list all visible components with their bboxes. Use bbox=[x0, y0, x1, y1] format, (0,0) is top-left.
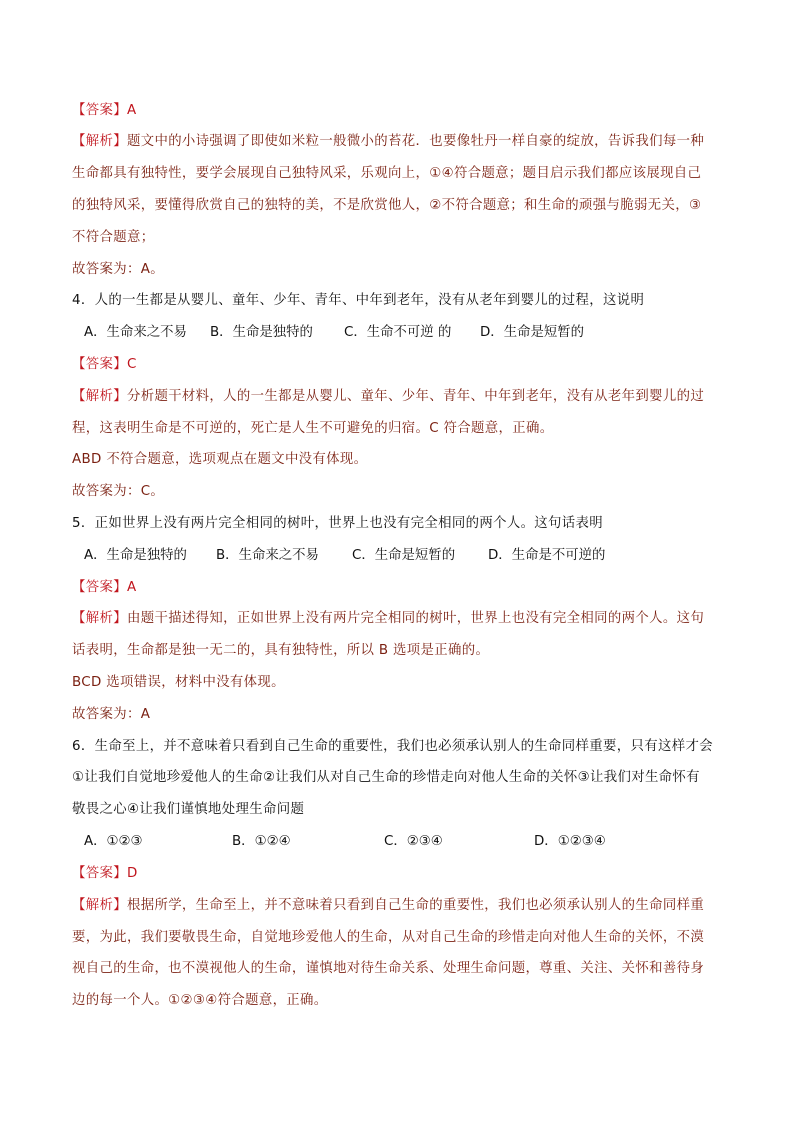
question-stem: 5．正如世界上没有两片完全相同的树叶，世界上也没有完全相同的两个人。这句话表明 bbox=[72, 516, 604, 531]
analysis-line: 程，这表明生命是不可逆的，死亡是人生不可避免的归宿。C 符合题意，正确。 bbox=[72, 421, 554, 436]
option-c: C．②③④ bbox=[384, 834, 443, 849]
analysis-line: ABD 不符合题意，选项观点在题文中没有体现。 bbox=[72, 452, 368, 467]
analysis-line: 要，为此，我们要敬畏生命，自觉地珍爱他人的生命，从对自己生命的珍惜走向对他人生命的关怀，不漠 bbox=[72, 930, 705, 945]
analysis-line: BCD 选项错误，材料中没有体现。 bbox=[72, 675, 285, 690]
option-c: C．生命是短暂的 bbox=[352, 548, 456, 563]
conclusion-line: 故答案为：C。 bbox=[72, 484, 165, 499]
analysis-line: 生命都具有独特性，要学会展现自己独特风采，乐观向上，①④符合题意；题目启示我们都应该展现自己 bbox=[72, 166, 702, 181]
option-b: B．①②④ bbox=[232, 834, 291, 849]
answer-line: 【答案】A bbox=[72, 580, 137, 595]
analysis-line: 【解析】题文中的小诗强调了即使如米粒一般微小的苔花．也要像牡丹一样自豪的绽放，告诉我们每一种 bbox=[72, 134, 705, 149]
option-d: D．生命是不可逆的 bbox=[488, 548, 606, 563]
analysis-line: 的独特风采，要懂得欣赏自己的独特的美，不是欣赏他人，②不符合题意；和生命的顽强与脆弱无关，③ bbox=[72, 198, 702, 213]
option-a: A．生命来之不易 bbox=[84, 325, 187, 340]
option-b: B．生命是独特的 bbox=[210, 325, 313, 340]
analysis-line: 视自己的生命，也不漠视他人的生命，谨慎地对待生命关系、处理生命问题，尊重、关注、关怀和善待身 bbox=[72, 961, 705, 976]
analysis-line: 不符合题意； bbox=[72, 230, 155, 245]
option-d: D．生命是短暂的 bbox=[480, 325, 585, 340]
question-stem: ①让我们自觉地珍爱他人的生命②让我们从对自己生命的珍惜走向对他人生命的关怀③让我们对生命怀有 bbox=[72, 770, 700, 785]
question-stem: 敬畏之心④让我们谨慎地处理生命问题 bbox=[72, 802, 305, 817]
question-stem: 6．生命至上，并不意味着只看到自己生命的重要性，我们也必须承认别人的生命同样重要，只有这样才会 bbox=[72, 739, 713, 754]
answer-line: 【答案】A bbox=[72, 103, 137, 118]
analysis-line: 【解析】由题干描述得知，正如世界上没有两片完全相同的树叶，世界上也没有完全相同的两个人。这句 bbox=[72, 611, 705, 626]
option-a: A．生命是独特的 bbox=[84, 548, 187, 563]
analysis-line: 【解析】根据所学，生命至上，并不意味着只看到自己生命的重要性，我们也必须承认别人的生命同样重 bbox=[72, 898, 705, 913]
analysis-line: 话表明，生命都是独一无二的，具有独特性，所以 B 选项是正确的。 bbox=[72, 643, 490, 658]
analysis-line: 边的每一个人。①②③④符合题意，正确。 bbox=[72, 993, 328, 1008]
option-a: A．①②③ bbox=[84, 834, 143, 849]
option-c: C．生命不可逆 的 bbox=[344, 325, 452, 340]
conclusion-line: 故答案为：A。 bbox=[72, 262, 164, 277]
conclusion-line: 故答案为：A bbox=[72, 707, 151, 722]
option-d: D．①②③④ bbox=[534, 834, 606, 849]
answer-line: 【答案】C bbox=[72, 357, 137, 372]
option-b: B．生命来之不易 bbox=[216, 548, 319, 563]
question-stem: 4．人的一生都是从婴儿、童年、少年、青年、中年到老年，没有从老年到婴儿的过程，这说明 bbox=[72, 293, 645, 308]
answer-line: 【答案】D bbox=[72, 866, 138, 881]
analysis-line: 【解析】分析题干材料，人的一生都是从婴儿、童年、少年、青年、中年到老年，没有从老年到婴儿的过 bbox=[72, 389, 705, 404]
